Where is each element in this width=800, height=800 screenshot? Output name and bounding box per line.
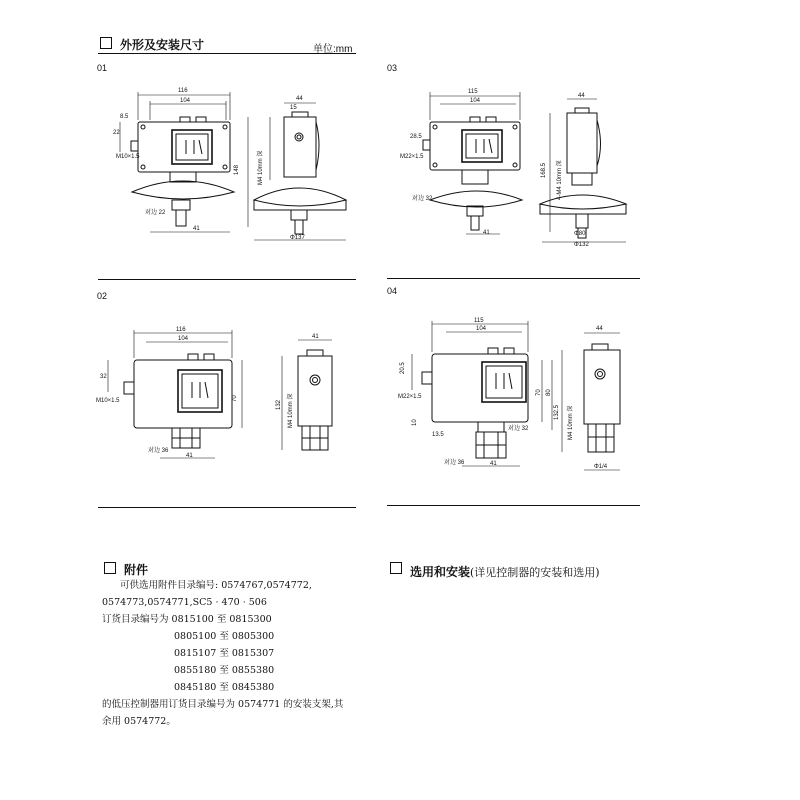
dim-115: 115 [468, 89, 478, 95]
selection-title: 选用和安装 [410, 565, 471, 579]
dim-104: 104 [476, 326, 487, 332]
dim-bolt: 8.5 [120, 114, 129, 120]
dim-across-32: 对边 32 [508, 426, 529, 432]
dim-70: 70 [536, 389, 542, 396]
accessories-line-8: 的低压控制器用订货目录编号为 0574771 的安装支架,其 [102, 699, 344, 710]
accessories-line-9: 余用 0574772。 [102, 716, 176, 727]
dim-10: 10 [412, 419, 418, 426]
dim-132-5: 132.5 [554, 404, 560, 420]
accessories-line-1: 可供选用附件目录编号: 0574767,0574772, [120, 580, 312, 591]
dim-phi80: Φ80 [574, 231, 586, 237]
dim-20-5: 20.5 [400, 362, 406, 374]
dim-across: 对边 22 [145, 210, 166, 216]
figure-label-04: 04 [387, 286, 398, 296]
dim-115: 115 [474, 318, 484, 324]
dim-phi137: Φ137 [290, 235, 305, 241]
page-title: 外形及安装尺寸 [120, 38, 205, 52]
dim-104: 104 [180, 98, 191, 104]
dim-across: 对边 36 [148, 448, 169, 454]
dim-44: 44 [578, 93, 585, 99]
dim-thread: M10×1.5 [96, 398, 120, 404]
dim-104: 104 [178, 336, 189, 342]
dim-thread: M22×1.5 [398, 394, 422, 400]
dim-phi14: Φ1/4 [594, 464, 608, 470]
dim-m4: M4 10mm 深 [568, 405, 574, 440]
dim-168-5: 168.5 [541, 162, 547, 178]
dim-41: 41 [193, 226, 200, 232]
dim-70: 70 [232, 395, 238, 402]
figure-label-01: 01 [97, 63, 108, 73]
dim-41: 41 [490, 461, 497, 467]
dim-148: 148 [234, 164, 240, 175]
dim-28-5: 28.5 [410, 134, 422, 140]
accessories-line-7: 0845180 至 0845380 [174, 682, 275, 693]
dim-80: 80 [546, 389, 552, 396]
dim-m4: M4 10mm 深 [288, 393, 294, 428]
dim-104: 104 [470, 98, 481, 104]
selection-note: (详见控制器的安装和选用) [470, 566, 600, 579]
dim-phi132: Φ132 [574, 242, 589, 248]
accessories-line-5: 0815107 至 0815307 [174, 648, 275, 659]
dim-41: 41 [483, 230, 490, 236]
dim-132: 132 [276, 399, 282, 410]
unit-label: 单位:mm [313, 44, 353, 55]
accessories-title: 附件 [124, 563, 149, 577]
selection-heading [410, 561, 600, 580]
dim-thread: M22×1.5 [400, 154, 424, 160]
dim-41: 41 [186, 453, 193, 459]
dim-44: 44 [296, 96, 303, 102]
selection-checkbox-icon [390, 562, 402, 574]
dim-thread: M10×1.5 [116, 154, 140, 160]
dim-116: 116 [176, 327, 186, 333]
accessories-line-6: 0855180 至 0855380 [174, 665, 275, 676]
dim-15: 15 [290, 105, 297, 111]
dim-m4: M4 10mm 深 [258, 150, 264, 185]
figure-label-02: 02 [97, 291, 108, 301]
accessories-line-2: 0574773,0574771,SC5 · 470 · 506 [102, 597, 267, 608]
figure-label-03: 03 [387, 63, 398, 73]
dim-across-36: 对边 36 [444, 460, 465, 466]
accessories-line-4: 0805100 至 0805300 [174, 631, 275, 642]
dim-m4: 4-M4 10mm 深 [557, 160, 563, 200]
dim-32: 32 [100, 374, 107, 380]
dim-41: 41 [312, 334, 319, 340]
dim-116: 116 [178, 88, 188, 94]
dim-across: 对边 32 [412, 196, 433, 202]
accessories-checkbox-icon [104, 562, 116, 574]
dim-13-5: 13.5 [432, 432, 444, 438]
accessories-line-3: 订货目录编号为 0815100 至 0815300 [102, 614, 272, 625]
dim-22: 22 [113, 130, 120, 136]
dim-44: 44 [596, 326, 603, 332]
